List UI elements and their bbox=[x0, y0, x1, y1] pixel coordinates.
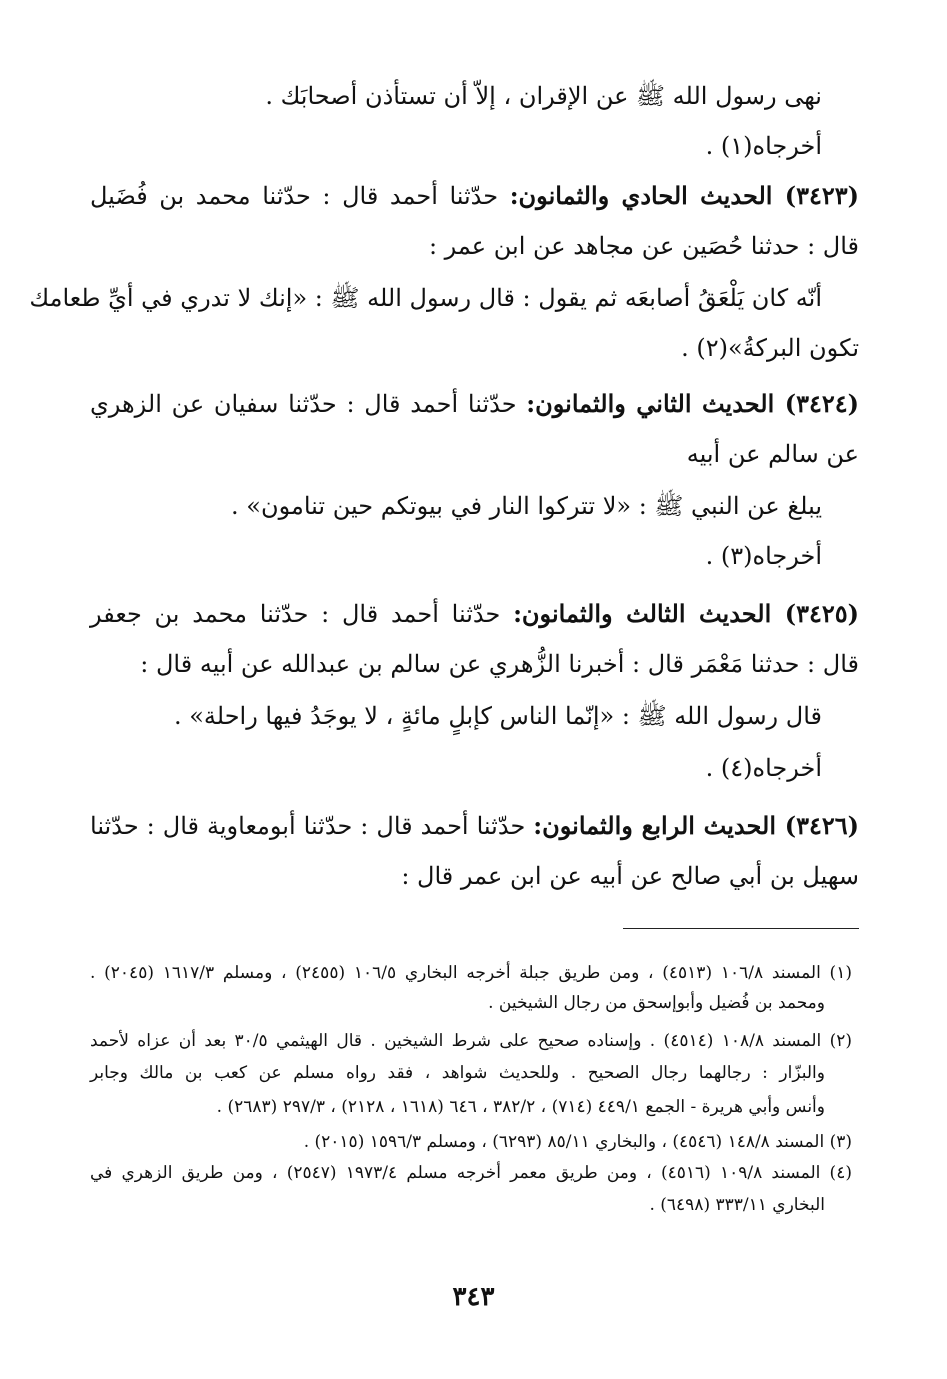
text-line bbox=[90, 228, 859, 264]
line-text: أخرجاه(٣) . bbox=[705, 542, 822, 570]
footnote-line: البخاري ٣٣٣/١١ (٦٤٩٨) . bbox=[649, 1195, 825, 1215]
text-line bbox=[90, 750, 822, 786]
line-text: سهيل بن أبي صالح عن أبيه عن ابن عمر قال : bbox=[401, 862, 859, 890]
line-text: أنّه كان يَلْعَقُ أصابعَه ثم يقول : قال رسول الله ﷺ : «إنك لا تدري في أيِّ طعامك bbox=[29, 284, 822, 312]
hadith-number-title: (٣٤٢٦) الحديث الرابع والثمانون: bbox=[533, 811, 859, 840]
text-line bbox=[90, 488, 822, 524]
footnote-line: (٣) المسند ١٤٨/٨ (٤٥٤٦) ، والبخاري ٨٥/١١ (٦٢٩٣) ، ومسلم ١٥٩٦/٣ (٢٠١٥) . bbox=[303, 1132, 852, 1152]
text-line bbox=[90, 858, 859, 894]
line-text: حدّثنا أحمد قال : حدّثنا سفيان عن الزهري bbox=[90, 390, 527, 418]
line-text: أخرجاه(١) . bbox=[705, 132, 822, 160]
line-text: حدّثنا أحمد قال : حدّثنا محمد بن جعفر bbox=[90, 600, 514, 628]
hadith-heading-line bbox=[90, 596, 859, 632]
footnote-line: وأنس وأبي هريرة - الجمع ٤٤٩/١ (٧١٤) ، ٣٨٢/٢ ، ٦٤٦ (١٦١٨ ، ٢١٢٨) ، ٢٩٧/٣ (٢٦٨٣) . bbox=[216, 1097, 825, 1117]
hadith-heading-line bbox=[90, 386, 859, 422]
line-text: عن سالم عن أبيه bbox=[686, 440, 859, 468]
text-line bbox=[90, 78, 822, 114]
line-text: حدّثنا أحمد قال : حدّثنا أبومعاوية قال : حدّثنا bbox=[90, 812, 534, 840]
line-text: نهى رسول الله ﷺ عن الإقران ، إلاّ أن تستأذن أصحابَك . bbox=[265, 82, 822, 110]
footnote-line: (١) المسند ١٠٦/٨ (٤٥١٣) ، ومن طريق جبلة أخرجه البخاري ١٠٦/٥ (٢٤٥٥) ، ومسلم ١٦١٧/٣ (٢٠٤٥) . bbox=[90, 963, 852, 983]
text-line bbox=[90, 646, 859, 682]
hadith-number-title: (٣٤٢٥) الحديث الثالث والثمانون: bbox=[513, 599, 860, 628]
line-text: يبلغ عن النبي ﷺ : «لا تتركوا النار في بيوتكم حين تنامون» . bbox=[231, 492, 822, 520]
page-number: ٣٤٣ bbox=[452, 1282, 495, 1312]
text-line bbox=[90, 698, 822, 734]
text-line bbox=[90, 330, 859, 366]
line-text: قال : حدثنا حُصَين عن مجاهد عن ابن عمر : bbox=[428, 232, 859, 260]
line-text: حدّثنا أحمد قال : حدّثنا محمد بن فُضَيل bbox=[90, 182, 510, 210]
footnote-line: (٢) المسند ١٠٨/٨ (٤٥١٤) . وإسناده صحيح على شرط الشيخين . قال الهيثمي ٣٠/٥ بعد أن عزاه لأحمد bbox=[90, 1031, 853, 1051]
text-line bbox=[90, 128, 822, 164]
footnote-line: ومحمد بن فُضيل وأبوإسحق من رجال الشيخين . bbox=[488, 993, 825, 1013]
line-text: أخرجاه(٤) . bbox=[705, 754, 822, 782]
text-line bbox=[90, 538, 822, 574]
hadith-heading-line bbox=[90, 808, 859, 844]
hadith-number-title: (٣٤٢٤) الحديث الثاني والثمانون: bbox=[526, 389, 860, 418]
footnote-separator bbox=[623, 928, 859, 929]
hadith-heading-line bbox=[90, 178, 859, 214]
footnote-line: (٤) المسند ١٠٩/٨ (٤٥١٦) ، ومن طريق معمر أخرجه مسلم ١٩٧٣/٤ (٢٥٤٧) ، ومن طريق الزهري في bbox=[90, 1163, 852, 1183]
line-text: تكون البركةُ»(٢) . bbox=[681, 334, 859, 362]
line-text: قال رسول الله ﷺ : «إنّما الناس كإبلٍ مائةٍ ، لا يوجَدُ فيها راحلة» . bbox=[173, 702, 822, 730]
text-line bbox=[90, 436, 859, 472]
line-text: قال : حدثنا مَعْمَر قال : أخبرنا الزُّهري عن سالم بن عبدالله عن أبيه قال : bbox=[140, 650, 859, 678]
hadith-number-title: (٣٤٢٣) الحديث الحادي والثمانون: bbox=[509, 181, 860, 210]
text-line bbox=[29, 280, 822, 316]
footnote-line: والبزّار : رجالهما رجال الصحيح . وللحديث شواهد ، فقد رواه مسلم عن كعب بن مالك وجابر bbox=[90, 1063, 825, 1083]
